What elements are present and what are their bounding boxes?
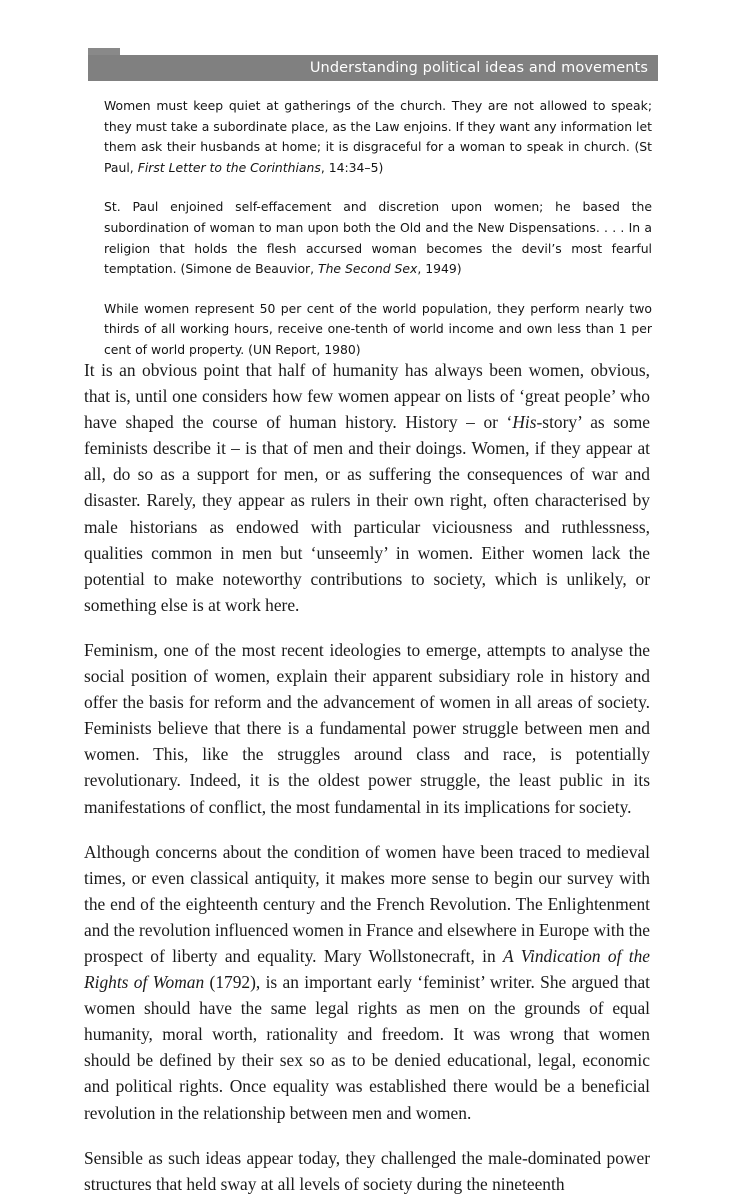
paragraph-feminism-definition-run-0: Feminism, one of the most recent ideologies to emerge, attempts to analyse the social position of women, explain their apparent subsidiary role in history and offer the basis for reform and the advancement of women in all areas of society. Feminists believe that there is a fundamental power struggle between men and women. This, like the struggles around class and race, is potentially revolutionary. Indeed, it is the oldest power struggle, the least public in its manifestations of conflict, the most fundamental in its implications for society. xyxy=(84,639,650,817)
extract-de-beauvoir-second-sex-run-1: The Second Sex xyxy=(318,261,418,277)
extract-st-paul-corinthians-run-0: Women must keep quiet at gatherings of the church. They are not allowed to speak; they must take a subordinate place, as the Law enjoins. If they want any information let them ask their husbands at home; it is disgraceful for a woman to speak in church. (St Paul, xyxy=(104,98,652,175)
extract-quotations xyxy=(104,96,652,361)
extract-st-paul-corinthians xyxy=(104,96,652,178)
paragraph-wollstonecraft-run-1: A Vindication of the Rights of Woman xyxy=(84,945,651,993)
paragraph-obvious-point-run-1: His xyxy=(512,412,537,433)
paragraph-sensible-ideas-run-0: Sensible as such ideas appear today, they challenged the male-dominated power structures that held sway at all levels of society during the nineteenth xyxy=(84,1147,650,1194)
paragraph-sensible-ideas xyxy=(84,1145,650,1197)
extract-de-beauvoir-second-sex-run-0: St. Paul enjoined self-effacement and discretion upon women; he based the subordination of woman to man upon both the Old and the New Dispensations. . . . In a religion that holds the flesh accursed woman becomes the devil’s most fearful temptation. (Simone de Beauvior, xyxy=(104,199,652,277)
paragraph-obvious-point-run-0: It is an obvious point that half of humanity has always been women, obvious, that is, until one considers how few women appear on lists of ‘great people’ who have shaped the course of human history. History – or ‘ xyxy=(84,360,650,433)
extract-de-beauvoir-second-sex-run-2: , 1949) xyxy=(417,261,462,277)
running-header-title: Understanding political ideas and movements xyxy=(309,60,648,76)
extract-un-report-1980-run-0: While women represent 50 per cent of the world population, they perform nearly two thirds of all working hours, receive one-tenth of world income and own less than 1 per cent of world property. (UN Report, 1980) xyxy=(104,300,652,357)
paragraph-wollstonecraft-run-0: Although concerns about the condition of women have been traced to medieval times, or even classical antiquity, it makes more sense to begin our survey with the end of the eighteenth century and the French Revolution. The Enlightenment and the revolution influenced women in France and elsewhere in Europe with the prospect of liberty and equality. Mary Wollstonecraft, in xyxy=(84,841,650,966)
body-text xyxy=(84,357,650,1197)
running-header xyxy=(88,48,658,84)
extract-st-paul-corinthians-run-1: First Letter to the Corinthians xyxy=(137,159,321,175)
paragraph-obvious-point xyxy=(84,357,650,618)
extract-de-beauvoir-second-sex xyxy=(104,197,652,279)
paragraph-wollstonecraft-run-2: (1792), is an important early ‘feminist’ writer. She argued that women should have the same legal rights as men on the grounds of equal humanity, moral worth, rationality and freedom. It was wrong that women should be defined by their sex so as to be denied educational, legal, economic and political rights. Once equality was established there would be a beneficial revolution in the relationship between men and women. xyxy=(84,972,651,1123)
paragraph-obvious-point-run-2: -story’ as some feminists describe it – is that of men and their doings. Women, if they appear at all, do so as a support for men, or as suffering the consequences of war and disaster. Rarely, they appear as rulers in their own right, often characterised by male historians as endowed with particular viciousness and ruthlessness, qualities common in men but ‘unseemly’ in women. Either women lack the potential to make noteworthy contributions to society, which is unlikely, or something else is at work here. xyxy=(84,412,651,615)
extract-st-paul-corinthians-run-2: , 14:34–5) xyxy=(320,159,384,175)
paragraph-wollstonecraft xyxy=(84,839,650,1126)
paragraph-feminism-definition xyxy=(84,637,650,820)
header-bar xyxy=(88,55,658,81)
extract-un-report-1980 xyxy=(104,299,652,361)
